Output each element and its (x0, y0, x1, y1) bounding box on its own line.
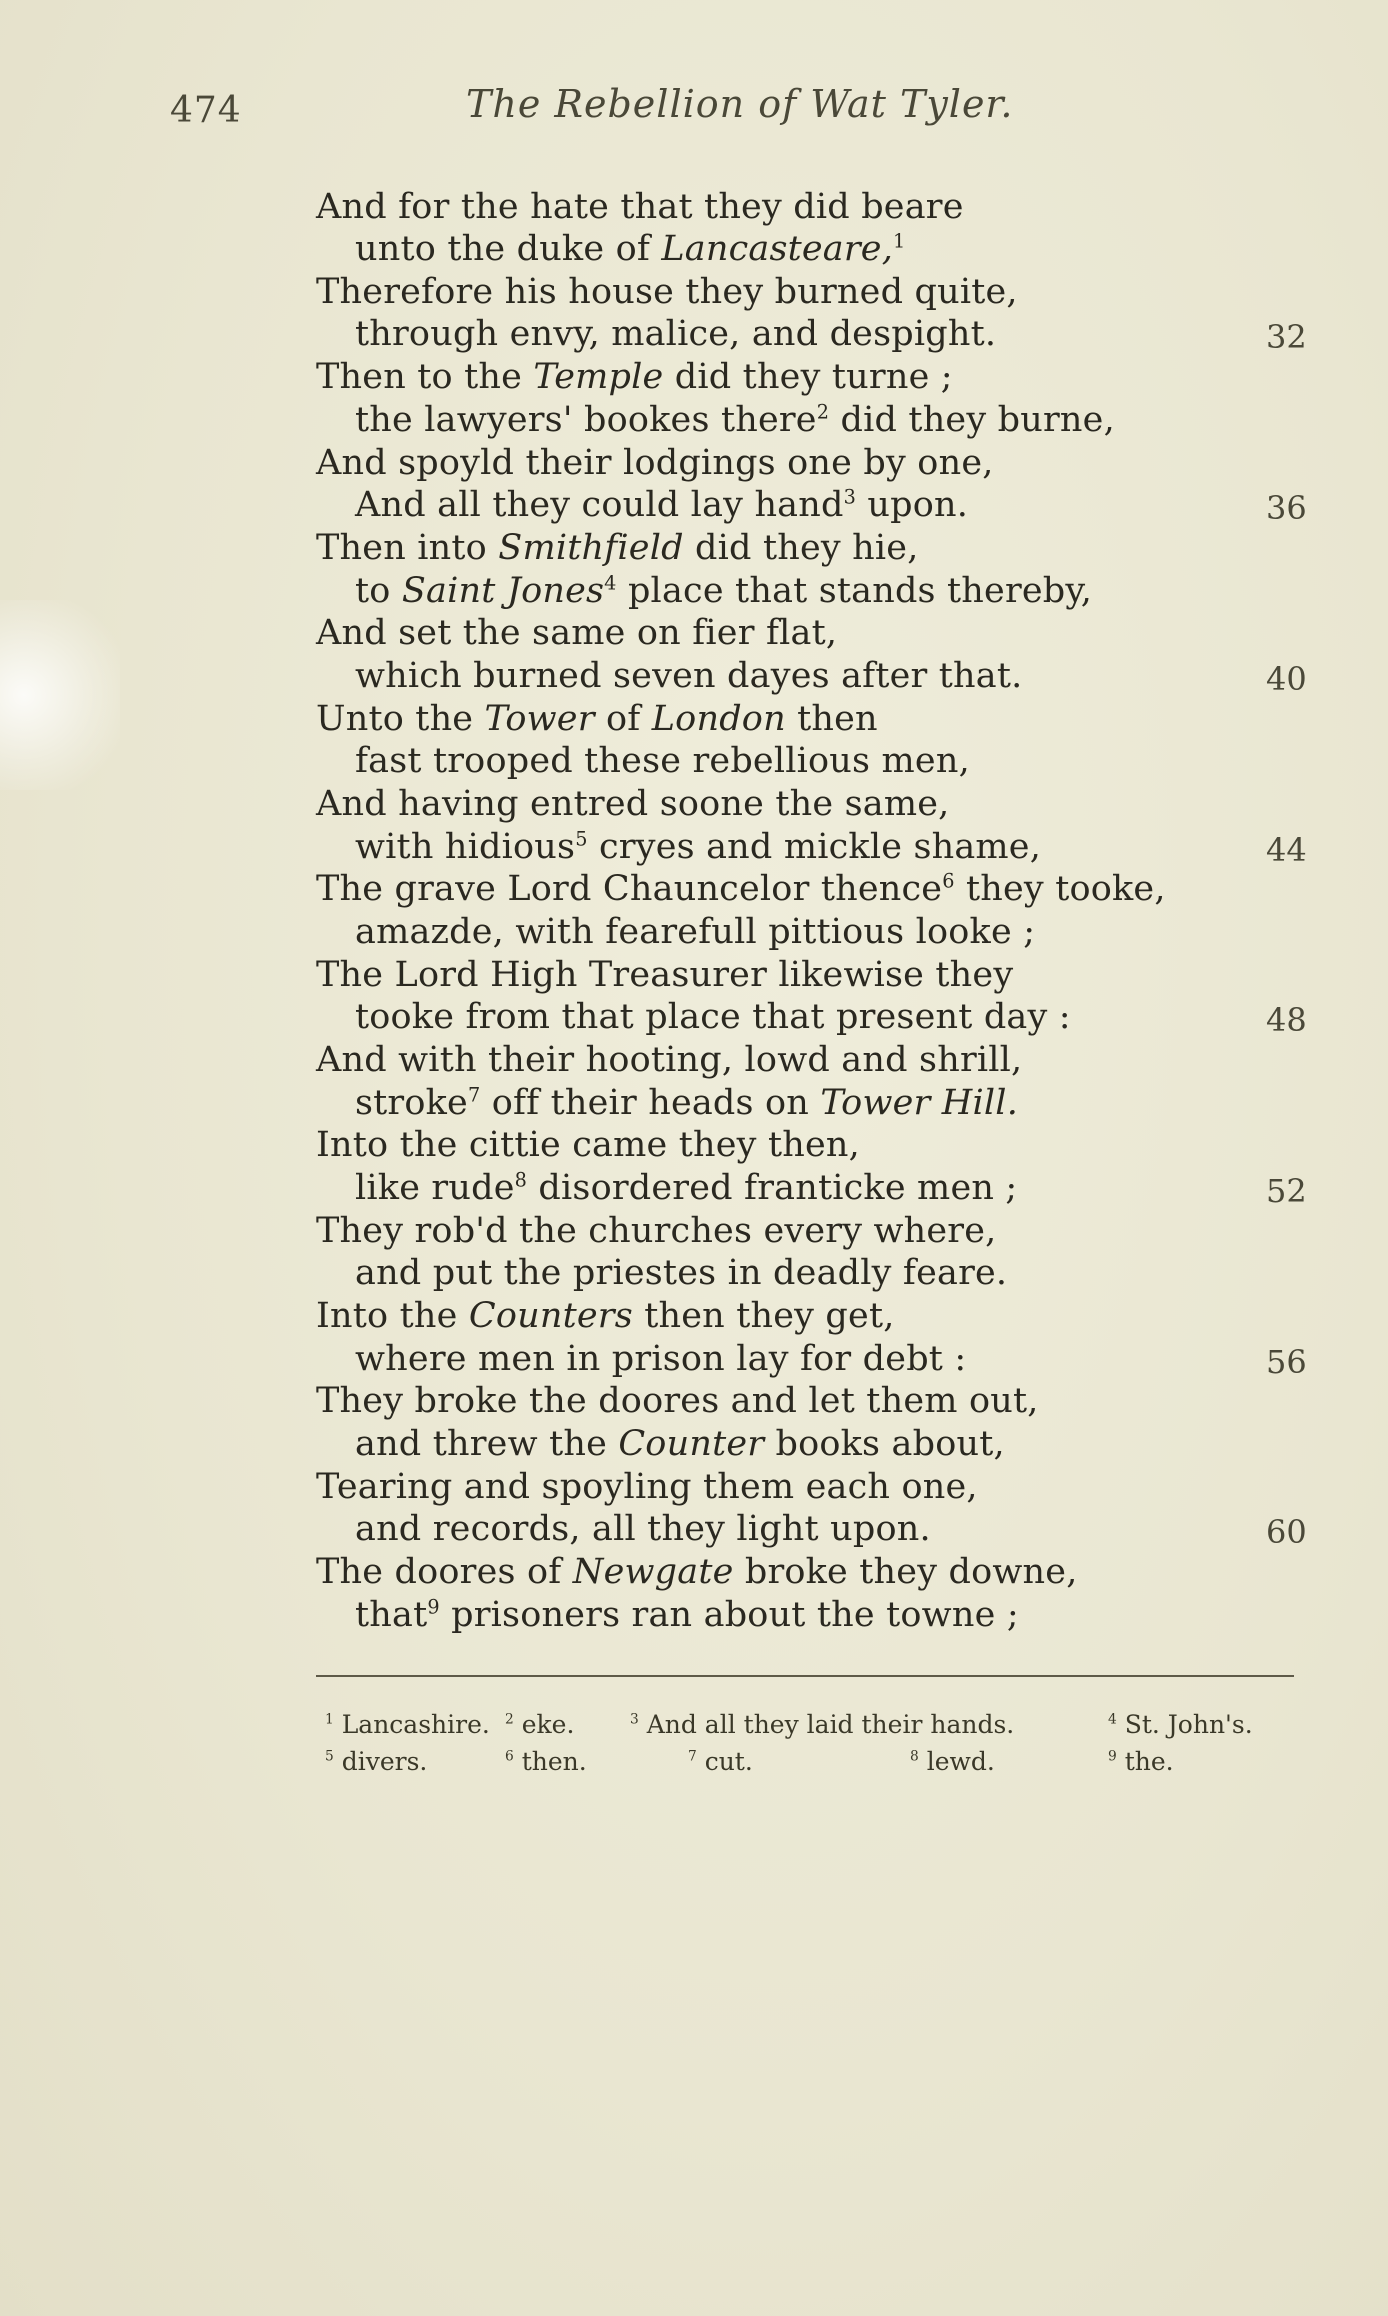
verse-text: did they hie, (683, 528, 919, 568)
footnote-mark: 6 (505, 1748, 514, 1765)
verse-line-14: fast trooped these rebellious men, (355, 741, 970, 781)
footnote-5 (325, 1747, 427, 1776)
footnote-mark: 3 (630, 1711, 639, 1728)
verse-line-11: And set the same on fier flat, (316, 613, 838, 653)
verse-text: The doores of (316, 1552, 573, 1592)
footnote-marker: 1 (893, 229, 906, 253)
verse-line-2 (355, 229, 906, 269)
footnote-marker: 3 (843, 485, 857, 509)
footnote-text: divers. (341, 1747, 428, 1776)
verse-text: unto the duke of (355, 229, 662, 269)
page-number: 474 (170, 90, 242, 131)
verse-line-21: And with their hooting, lowd and shrill, (316, 1040, 1023, 1080)
verse-text: stroke (355, 1083, 468, 1123)
place-name: Counters (468, 1296, 633, 1336)
verse-line-6 (355, 400, 1115, 440)
verse-line-10 (355, 571, 1092, 611)
verse-text: disordered franticke men ; (527, 1168, 1018, 1208)
footnote-mark: 2 (505, 1711, 514, 1728)
verse-text: prisoners ran about the towne ; (439, 1595, 1019, 1635)
verse-line-32: and records, all they light upon. (355, 1509, 931, 1549)
footnote-1 (325, 1710, 490, 1739)
verse-text: off their heads on (480, 1083, 821, 1123)
verse-line-12: which burned seven dayes after that. (355, 656, 1023, 696)
verse-line-4: through envy, malice, and despight. (355, 314, 997, 354)
verse-line-27 (316, 1296, 895, 1336)
footnote-marker: 8 (514, 1168, 528, 1192)
verse-text: The grave Lord Chauncelor thence (316, 869, 943, 909)
verse-text: the lawyers' bookes there (355, 400, 817, 440)
line-number: 44 (1266, 831, 1307, 869)
verse-text: then they get, (632, 1296, 895, 1336)
footnote-marker: 2 (816, 400, 830, 424)
verse-text: And all they could lay hand (355, 485, 844, 525)
place-name: Saint Jones (401, 571, 605, 611)
line-number: 48 (1266, 1001, 1307, 1039)
footnote-text: the. (1124, 1747, 1174, 1776)
footnote-text: Lancashire. (341, 1710, 490, 1739)
verse-line-3: Therefore his house they burned quite, (316, 272, 1018, 312)
verse-line-24 (355, 1168, 1017, 1208)
footnote-3 (630, 1710, 1014, 1739)
footnote-mark: 8 (910, 1748, 919, 1765)
footnote-text: And all they laid their hands. (646, 1710, 1015, 1739)
footnote-marker: 9 (427, 1595, 440, 1619)
verse-text: they tooke, (954, 869, 1166, 909)
footnote-marker: 6 (942, 869, 955, 893)
verse-text: Then into (316, 528, 499, 568)
line-number: 32 (1266, 318, 1307, 356)
verse-text: broke they downe, (733, 1552, 1078, 1592)
verse-line-13 (316, 699, 878, 739)
footnote-mark: 9 (1108, 1748, 1117, 1765)
footnote-rule (316, 1675, 1294, 1677)
footnote-9 (1108, 1747, 1174, 1776)
line-number: 40 (1266, 660, 1307, 698)
verse-text: then (785, 699, 878, 739)
place-name: Temple (533, 357, 664, 397)
verse-line-15: And having entred soone the same, (316, 784, 950, 824)
footnote-text: cut. (704, 1747, 753, 1776)
verse-text: did they burne, (829, 400, 1115, 440)
footnote-marker: 7 (467, 1083, 481, 1107)
verse-text: Into the (316, 1296, 469, 1336)
place-name: London (651, 699, 786, 739)
line-number: 36 (1266, 489, 1307, 527)
footnote-text: eke. (521, 1710, 575, 1739)
footnote-mark: 5 (325, 1748, 334, 1765)
place-name: Counter (618, 1424, 765, 1464)
verse-line-26: and put the priestes in deadly feare. (355, 1253, 1008, 1293)
footnote-text: then. (521, 1747, 587, 1776)
footnote-marker: 5 (575, 827, 588, 851)
place-name: Tower (484, 699, 595, 739)
verse-text: Then to the (316, 357, 534, 397)
verse-text: place that stands thereby, (616, 571, 1093, 611)
verse-text: upon. (856, 485, 969, 525)
verse-line-22 (355, 1083, 1018, 1123)
line-number: 60 (1266, 1513, 1307, 1551)
verse-text: of (594, 699, 652, 739)
running-title: The Rebellion of Wat Tyler. (466, 82, 1014, 126)
verse-line-30 (355, 1424, 1005, 1464)
verse-line-18: amazde, with fearefull pittious looke ; (355, 912, 1036, 952)
footnote-mark: 7 (688, 1748, 697, 1765)
footnote-mark: 4 (1108, 1711, 1117, 1728)
verse-text: Unto the (316, 699, 485, 739)
verse-line-20: tooke from that place that present day : (355, 997, 1071, 1037)
footnote-marker: 4 (604, 571, 617, 595)
verse-line-17 (316, 869, 1166, 909)
place-name: Tower Hill. (820, 1083, 1019, 1123)
footnote-text: lewd. (926, 1747, 995, 1776)
verse-text: and threw the (355, 1424, 619, 1464)
verse-text: that (355, 1595, 428, 1635)
line-number: 56 (1266, 1343, 1307, 1381)
place-name: Newgate (572, 1552, 734, 1592)
verse-text: books about, (764, 1424, 1005, 1464)
verse-line-31: Tearing and spoyling them each one, (316, 1467, 978, 1507)
verse-line-28: where men in prison lay for debt : (355, 1339, 967, 1379)
verse-line-1: And for the hate that they did beare (316, 187, 964, 227)
footnote-7 (688, 1747, 753, 1776)
footnote-8 (910, 1747, 995, 1776)
verse-line-33 (316, 1552, 1078, 1592)
footnote-mark: 1 (325, 1711, 334, 1728)
verse-line-9 (316, 528, 919, 568)
place-name: Lancasteare, (661, 229, 894, 269)
verse-text: did they turne ; (663, 357, 953, 397)
footnote-2 (505, 1710, 574, 1739)
line-number: 52 (1266, 1172, 1307, 1210)
verse-line-5 (316, 357, 953, 397)
place-name: Smithfield (498, 528, 684, 568)
verse-line-23: Into the cittie came they then, (316, 1125, 860, 1165)
verse-line-16 (355, 827, 1041, 867)
verse-text: with hidious (355, 827, 576, 867)
footnote-4 (1108, 1710, 1253, 1739)
verse-text: cryes and mickle shame, (587, 827, 1042, 867)
verse-line-34 (355, 1595, 1019, 1635)
footnote-6 (505, 1747, 587, 1776)
verse-line-7: And spoyld their lodgings one by one, (316, 443, 994, 483)
verse-text: like rude (355, 1168, 515, 1208)
verse-line-25: They rob'd the churches every where, (316, 1211, 997, 1251)
page-smudge (0, 600, 120, 790)
footnote-text: St. John's. (1124, 1710, 1253, 1739)
verse-text: to (355, 571, 402, 611)
verse-line-8 (355, 485, 968, 525)
verse-line-19: The Lord High Treasurer likewise they (316, 955, 1014, 995)
verse-line-29: They broke the doores and let them out, (316, 1381, 1039, 1421)
